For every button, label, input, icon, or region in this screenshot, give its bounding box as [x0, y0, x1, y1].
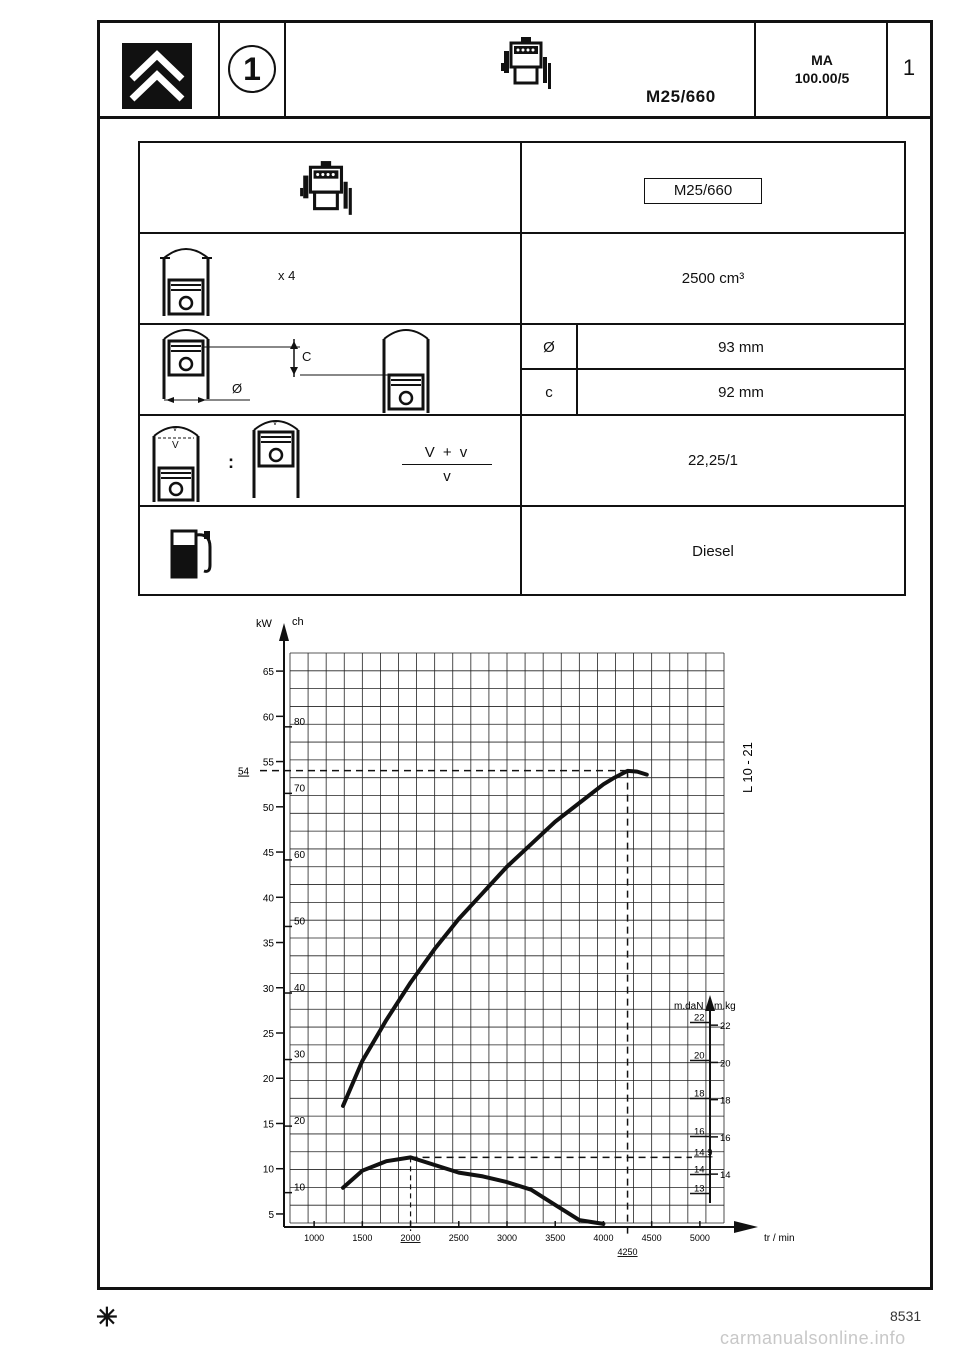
bore-value: 93 mm: [718, 339, 764, 356]
x-tick-label: 1000: [304, 1233, 325, 1243]
x-tick-label: 3500: [545, 1233, 566, 1243]
power-torque-chart: [100, 23, 930, 1287]
ch-tick-label: 70: [294, 783, 306, 795]
formula-numerator: V + v: [402, 444, 492, 465]
torque-mkg-label: m.kg: [714, 1001, 736, 1012]
watermark: carmanualsonline.info: [720, 1328, 906, 1348]
ch-tick-label: 60: [294, 849, 306, 861]
kw-tick-label: 65: [262, 667, 274, 679]
ref-line-2: 100.00/5: [794, 70, 850, 86]
big-v-label: V: [172, 440, 179, 451]
ch-tick-label: 10: [294, 1182, 306, 1194]
engine-code-box: M25/660: [644, 178, 762, 204]
ch-tick-label: 50: [294, 916, 306, 928]
kw-tick-label: 55: [262, 757, 274, 769]
ch-axis-label: ch: [292, 616, 304, 628]
torque-mdan-label: m.daN: [674, 1001, 704, 1012]
kw-tick-label: 40: [262, 893, 274, 905]
torque-max-marker-label: 14,9: [694, 1147, 713, 1159]
kw-tick-label: 35: [262, 938, 274, 950]
torque-mkg-tick-label: 18: [720, 1095, 731, 1107]
ch-tick-label: 80: [294, 716, 306, 728]
reference-side-label: L 10 - 21: [740, 742, 755, 793]
small-v-label-a: v: [173, 424, 177, 433]
chapter-number: 1: [228, 45, 276, 93]
formula-denominator: v: [443, 468, 451, 485]
ch-tick-label: 30: [294, 1049, 306, 1061]
kw-tick-label: 50: [262, 802, 274, 814]
torque-mkg-tick-label: 20: [720, 1058, 731, 1070]
kw-tick-label: 20: [262, 1074, 274, 1086]
torque-mkg-tick-label: 16: [720, 1132, 731, 1144]
kw-tick-label: 25: [262, 1029, 274, 1040]
ch-tick-label: 20: [294, 1116, 306, 1128]
rpm-marker-label: 4250: [617, 1247, 638, 1257]
kw-tick-label: 15: [262, 1119, 274, 1131]
torque-mkg-tick-label: 14: [720, 1170, 731, 1182]
stroke-symbol: c: [522, 370, 578, 414]
kw-tick-label: 10: [262, 1164, 274, 1176]
x-tick-label: 2000: [400, 1233, 421, 1243]
x-axis-arrow: [734, 1221, 758, 1233]
asterisk-mark: ✳: [96, 1302, 118, 1332]
kw-max-marker-label: 54: [238, 766, 250, 778]
compression-ratio-value: 22,25/1: [687, 452, 739, 469]
torque-mkg-tick-label: 22: [720, 1021, 731, 1033]
torque-mdan-tick-label: 14: [694, 1164, 705, 1176]
x-tick-label: 1500: [352, 1233, 373, 1243]
displacement-value: 2500 cm³: [681, 270, 745, 287]
stroke-label: C: [302, 349, 312, 364]
x-tick-label: 4500: [641, 1233, 662, 1243]
ref-line-1: MA: [811, 52, 833, 68]
torque-mdan-tick-label: 20: [694, 1050, 705, 1062]
kw-tick-label: 30: [262, 983, 274, 995]
kw-tick-label: 60: [262, 712, 274, 724]
page-frame: [97, 20, 933, 1290]
page-number: 1: [902, 55, 916, 80]
document-number: 8531: [890, 1308, 922, 1324]
small-v-label-b: v: [273, 418, 277, 427]
torque-mdan-tick-label: 22: [694, 1012, 705, 1024]
torque-mdan-tick-label: 16: [694, 1126, 705, 1138]
bore-label: Ø: [232, 381, 243, 396]
kw-tick-label: 5: [268, 1209, 274, 1221]
bore-symbol: Ø: [522, 325, 578, 368]
x-tick-label: 4000: [593, 1233, 614, 1243]
power-curve: [343, 771, 647, 1106]
x-tick-label: 2500: [448, 1233, 469, 1243]
x-tick-label: 3000: [496, 1233, 518, 1243]
cylinder-count-label: x 4: [278, 268, 296, 283]
ratio-colon: :: [228, 452, 234, 472]
fuel-value: Diesel: [692, 543, 734, 560]
x-axis-unit-label: tr / min: [764, 1233, 795, 1244]
kw-axis-label: kW: [256, 618, 272, 630]
torque-mdan-tick-label: 18: [694, 1088, 705, 1100]
header-engine-code: M25/660: [646, 87, 716, 106]
ch-tick-label: 40: [294, 983, 306, 995]
x-tick-label: 5000: [689, 1233, 710, 1243]
kw-axis-arrow: [279, 623, 289, 641]
stroke-value: 92 mm: [718, 384, 764, 401]
kw-tick-label: 45: [262, 848, 274, 860]
torque-mdan-tick-label: 13: [694, 1183, 705, 1195]
torque-curve: [343, 1157, 603, 1224]
